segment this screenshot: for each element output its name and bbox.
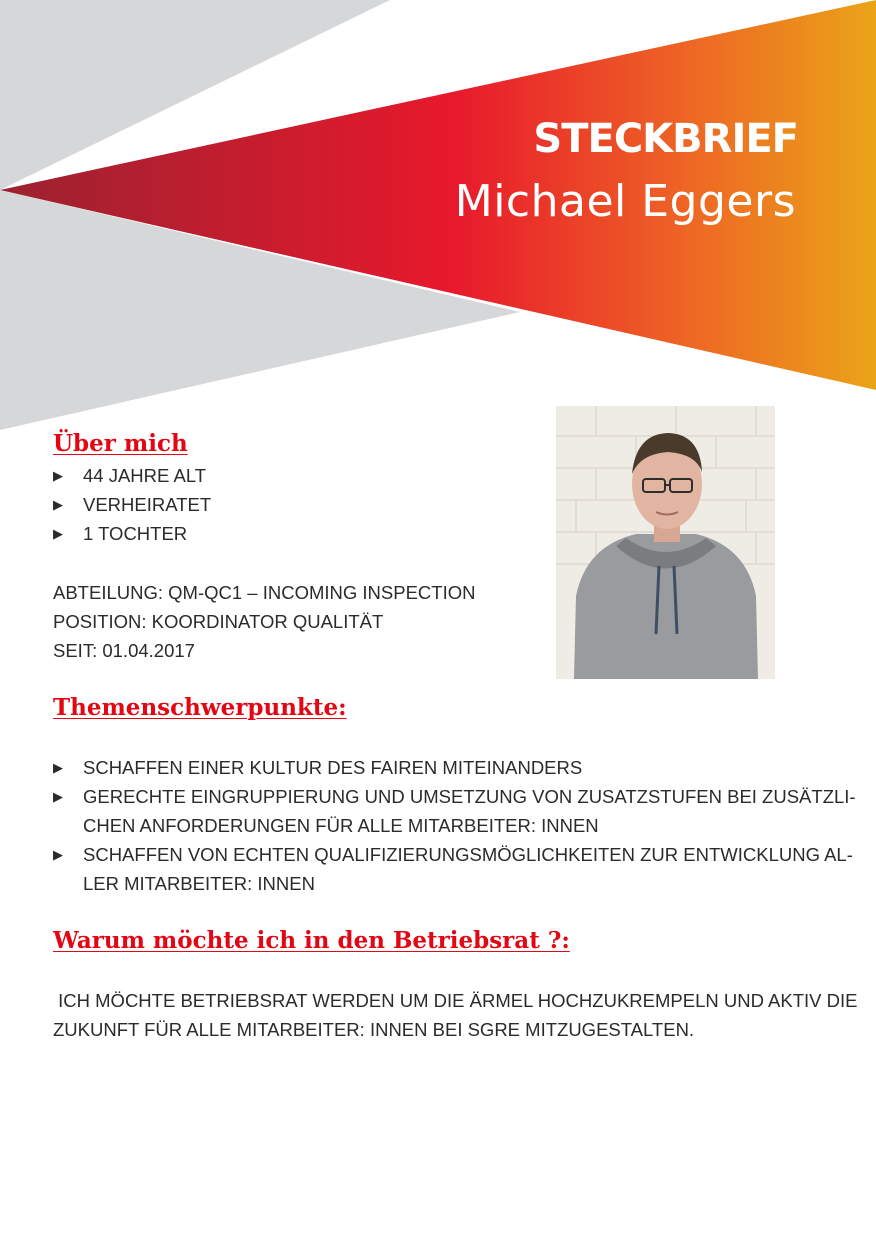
about-list bbox=[53, 461, 211, 548]
about-heading: Über mich bbox=[53, 430, 188, 457]
bullet-arrow-icon: ▶ bbox=[53, 847, 63, 862]
topics-list bbox=[53, 753, 856, 898]
list-item: ▶ GERECHTE EINGRUPPIERUNG UND UMSETZUNG VON ZUSATZSTUFEN BEI ZUSÄTZLI- CHEN ANFORDERUNGEN FÜR ALLE MITARBEITER: INNEN bbox=[53, 782, 856, 840]
bullet-arrow-icon: ▶ bbox=[53, 526, 63, 541]
bullet-arrow-icon: ▶ bbox=[53, 468, 63, 483]
list-item: ▶ SCHAFFEN VON ECHTEN QUALIFIZIERUNGSMÖGLICHKEITEN ZUR ENTWICKLUNG AL- LER MITARBEITER: INNEN bbox=[53, 840, 856, 898]
list-item: ▶ 1 TOCHTER bbox=[53, 519, 211, 548]
person-name: Michael Eggers bbox=[454, 176, 796, 227]
list-item: ▶ VERHEIRATET bbox=[53, 490, 211, 519]
bullet-arrow-icon: ▶ bbox=[53, 789, 63, 804]
why-heading: Warum möchte ich in den Betriebsrat ?: bbox=[53, 927, 570, 954]
profile-photo bbox=[556, 406, 775, 679]
document-title: STECKBRIEF bbox=[533, 116, 798, 162]
why-text: ICH MÖCHTE BETRIEBSRAT WERDEN UM DIE ÄRMEL HOCHZUKREMPELN UND AKTIV DIE ZUKUNFT FÜR ALLE MITARBEITER: INNEN BEI SGRE MITZUGESTALTEN. bbox=[53, 990, 858, 1040]
department-line: ABTEILUNG: QM-QC1 – INCOMING INSPECTION bbox=[53, 582, 476, 603]
bullet-arrow-icon: ▶ bbox=[53, 497, 63, 512]
since-line: SEIT: 01.04.2017 bbox=[53, 640, 195, 661]
list-item: ▶ SCHAFFEN EINER KULTUR DES FAIREN MITEINANDERS bbox=[53, 753, 856, 782]
topics-heading: Themenschwerpunkte: bbox=[53, 694, 347, 721]
job-info bbox=[53, 578, 475, 665]
position-line: POSITION: KOORDINATOR QUALITÄT bbox=[53, 611, 384, 632]
list-item: ▶ 44 JAHRE ALT bbox=[53, 461, 211, 490]
bullet-arrow-icon: ▶ bbox=[53, 760, 63, 775]
